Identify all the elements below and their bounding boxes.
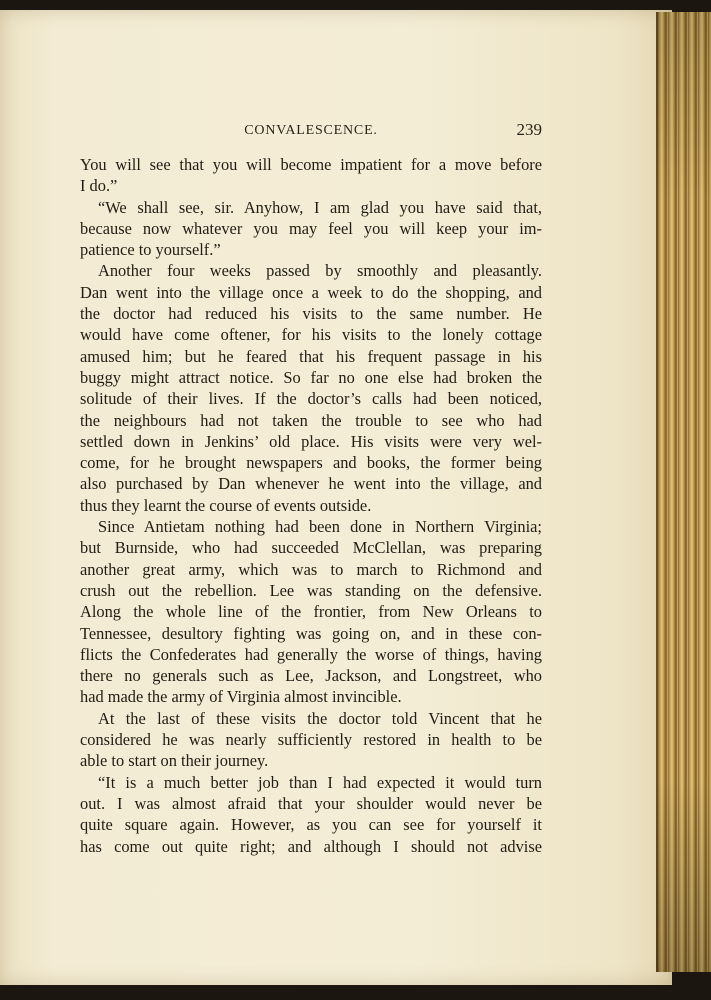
text-line: there no generals such as Lee, Jackson, and Longstreet, who: [80, 666, 542, 686]
text-line: also purchased by Dan whenever he went into the village, and: [80, 474, 542, 494]
text-line: has come out quite right; and although I should not advise: [80, 836, 542, 856]
text-line: I do.”: [80, 176, 118, 196]
text-line: would have come oftener, for his visits to the lonely cottage: [80, 325, 542, 345]
page-edges-shade: [656, 12, 711, 972]
text-line: Tennessee, desultory fighting was going on, and in these con-: [80, 623, 542, 643]
text-line: At the last of these visits the doctor told Vincent that he: [98, 708, 542, 728]
text-line: because now whatever you may feel you will keep your im-: [80, 218, 542, 238]
text-line: Dan went into the village once a week to do the shopping, and: [80, 282, 542, 302]
text-line: Along the whole line of the frontier, from New Orleans to: [80, 602, 542, 622]
text-line: Since Antietam nothing had been done in Northern Virginia;: [98, 517, 542, 537]
running-head: [80, 120, 542, 142]
text-line: thus they learnt the course of events outside.: [80, 495, 372, 515]
chapter-title: CONVALESCENCE.: [244, 123, 378, 138]
text-line: the neighbours had not taken the trouble to see who had: [80, 410, 542, 430]
page-number: 239: [516, 120, 542, 139]
text-line: “We shall see, sir. Anyhow, I am glad you have said that,: [98, 197, 542, 217]
text-line: quite square again. However, as you can see for yourself it: [80, 815, 542, 835]
text-line: come, for he brought newspapers and books, the former being: [80, 453, 542, 473]
text-line: but Burnside, who had succeeded McClellan, was preparing: [80, 538, 542, 558]
text-line: crush out the rebellion. Lee was standing on the defensive.: [80, 580, 542, 600]
text-line: Another four weeks passed by smoothly and pleasantly.: [98, 261, 542, 281]
text-line: flicts the Confederates had generally the worse of things, having: [80, 644, 542, 664]
text-line: amused him; but he feared that his frequent passage in his: [80, 346, 542, 366]
text-line: You will see that you will become impatient for a move before: [80, 155, 542, 174]
text-line: considered he was nearly sufficiently restored in health to be: [80, 730, 542, 750]
text-line: had made the army of Virginia almost invincible.: [80, 687, 402, 707]
text-line: “It is a much better job than I had expected it would turn: [98, 772, 542, 792]
text-line: buggy might attract notice. So far no one else had broken the: [80, 367, 542, 387]
text-line: patience to yourself.”: [80, 240, 221, 260]
body-text: [80, 154, 542, 857]
text-line: another great army, which was to march to Richmond and: [80, 559, 542, 579]
text-line: the doctor had reduced his visits to the same number. He: [80, 304, 542, 324]
text-line: settled down in Jenkins’ old place. His visits were very wel-: [80, 431, 542, 451]
text-line: out. I was almost afraid that your shoulder would never be: [80, 793, 542, 813]
text-line: solitude of their lives. If the doctor’s calls had been noticed,: [80, 389, 542, 409]
text-line: able to start on their journey.: [80, 751, 269, 771]
